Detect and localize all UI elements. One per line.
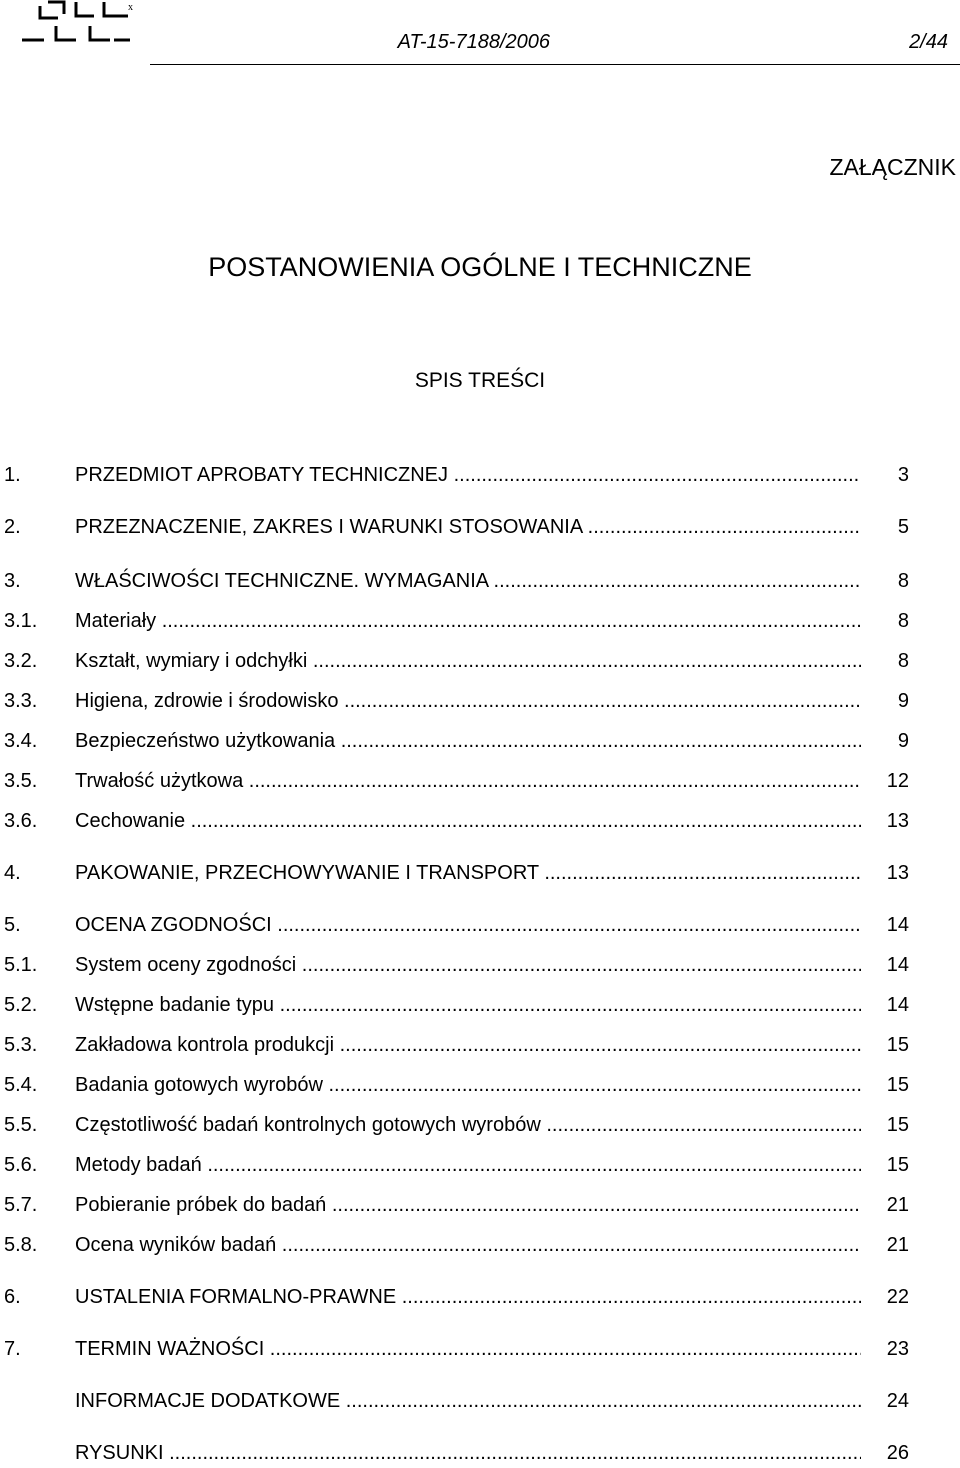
toc-entry-page: 8 — [897, 570, 909, 592]
toc-entry-number: 6. — [4, 1286, 21, 1308]
toc-entry-page: 13 — [886, 862, 909, 884]
toc-entry[interactable] — [4, 726, 909, 756]
toc-entry[interactable] — [4, 1282, 909, 1312]
toc-entry-label: Higiena, zdrowie i środowisko ..... — [75, 686, 861, 716]
toc-entry-number: 5.4. — [4, 1074, 38, 1096]
toc-entry-number: 5.1. — [4, 954, 38, 976]
toc-entry-number: 5.5. — [4, 1114, 38, 1136]
toc-entry-page: 3 — [897, 464, 909, 486]
svg-text:x: x — [128, 2, 133, 13]
main-title: POSTANOWIENIA OGÓLNE I TECHNICZNE — [208, 252, 752, 282]
toc-entry-number: 5.3. — [4, 1034, 38, 1056]
toc-entry[interactable] — [4, 1334, 909, 1364]
toc-entry[interactable] — [4, 1110, 909, 1140]
toc-entry-page: 15 — [886, 1034, 909, 1056]
toc-entry-page: 15 — [886, 1074, 909, 1096]
toc-entry-page: 14 — [886, 994, 909, 1016]
toc-entry-number: 3.2. — [4, 650, 38, 672]
toc-entry[interactable] — [4, 858, 909, 888]
toc-entry-number: 5.7. — [4, 1194, 38, 1216]
toc-entry[interactable] — [4, 512, 909, 542]
toc-entry-page: 13 — [886, 810, 909, 832]
toc-entry-label: Badania gotowych wyrobów ..... — [75, 1070, 861, 1100]
toc-entry-label: Kształt, wymiary i odchyłki ..... — [75, 646, 861, 676]
toc-entry-label: Ocena wyników badań ..... — [75, 1230, 861, 1260]
toc-entry-label: PAKOWANIE, PRZECHOWYWANIE I TRANSPORT ..... — [75, 858, 861, 888]
toc-entry-page: 12 — [886, 770, 909, 792]
toc-entry-label: Bezpieczeństwo użytkowania ..... — [75, 726, 861, 756]
toc-entry-page: 9 — [897, 730, 909, 752]
toc-entry-label: Cechowanie ..... — [75, 806, 861, 836]
toc-entry-page: 14 — [886, 914, 909, 936]
toc-entry[interactable] — [4, 1230, 909, 1260]
toc-entry[interactable] — [4, 1190, 909, 1220]
toc-entry-page: 5 — [897, 516, 909, 538]
toc-entry-number: 3.1. — [4, 610, 38, 632]
toc-entry-label: PRZEZNACZENIE, ZAKRES I WARUNKI STOSOWANIA ..... — [75, 512, 861, 542]
toc-entry-label: Pobieranie próbek do badań ..... — [75, 1190, 861, 1220]
toc-entry-number: 4. — [4, 862, 21, 884]
toc-entry-label: Zakładowa kontrola produkcji ..... — [75, 1030, 861, 1060]
toc-entry-page: 22 — [886, 1286, 909, 1308]
toc-entry-label: INFORMACJE DODATKOWE ..... — [75, 1386, 861, 1416]
toc-entry-number: 5.6. — [4, 1154, 38, 1176]
toc-entry-page: 23 — [886, 1338, 909, 1360]
toc-entry-label: PRZEDMIOT APROBATY TECHNICZNEJ ..... — [75, 460, 861, 490]
toc-entry-label: RYSUNKI ..... — [75, 1438, 861, 1468]
toc-entry-number: 3.6. — [4, 810, 38, 832]
toc-entry-number: 3.5. — [4, 770, 38, 792]
toc-entry-number: 3. — [4, 570, 21, 592]
toc-entry-page: 21 — [886, 1234, 909, 1256]
document-number: AT-15-7188/2006 — [397, 31, 550, 53]
toc-entry[interactable] — [4, 990, 909, 1020]
toc-entry-label: Trwałość użytkowa ..... — [75, 766, 861, 796]
toc-entry-number: 3.3. — [4, 690, 38, 712]
toc-entry[interactable] — [4, 910, 909, 940]
toc-entry[interactable] — [4, 686, 909, 716]
toc-entry[interactable] — [4, 1386, 909, 1416]
toc-entry[interactable] — [4, 1070, 909, 1100]
toc-entry-label: System oceny zgodności ..... — [75, 950, 861, 980]
toc-entry-label: OCENA ZGODNOŚCI ..... — [75, 910, 861, 940]
toc-entry-label: TERMIN WAŻNOŚCI ..... — [75, 1334, 861, 1364]
toc-entry-label: Wstępne badanie typu ..... — [75, 990, 861, 1020]
toc-entry[interactable] — [4, 1030, 909, 1060]
toc-entry-number: 7. — [4, 1338, 21, 1360]
toc-entry-number: 5. — [4, 914, 21, 936]
toc-entry-page: 8 — [897, 650, 909, 672]
toc-entry[interactable] — [4, 766, 909, 796]
toc-entry[interactable] — [4, 950, 909, 980]
toc-entry-page: 26 — [886, 1442, 909, 1464]
toc-title: SPIS TREŚCI — [414, 369, 546, 392]
toc-entry-label: Metody badań ..... — [75, 1150, 861, 1180]
toc-entry-number: 3.4. — [4, 730, 38, 752]
toc-entry-number: 5.2. — [4, 994, 38, 1016]
toc-entry-label: USTALENIA FORMALNO-PRAWNE ..... — [75, 1282, 861, 1312]
institute-logo-icon — [18, 0, 138, 46]
toc-entry-page: 15 — [886, 1154, 909, 1176]
toc-entry-label: Częstotliwość badań kontrolnych gotowych wyrobów ..... — [75, 1110, 861, 1140]
toc-entry[interactable] — [4, 1150, 909, 1180]
toc-entry-label: Materiały ..... — [75, 606, 861, 636]
header-divider — [150, 64, 960, 65]
toc-entry[interactable] — [4, 646, 909, 676]
toc-entry-number: 5.8. — [4, 1234, 38, 1256]
toc-entry[interactable] — [4, 806, 909, 836]
toc-entry[interactable] — [4, 566, 909, 596]
page-number: 2/44 — [909, 31, 948, 53]
toc-entry-page: 14 — [886, 954, 909, 976]
toc-entry-number: 1. — [4, 464, 21, 486]
toc-entry-page: 9 — [897, 690, 909, 712]
toc-entry-page: 8 — [897, 610, 909, 632]
toc-entry-page: 24 — [886, 1390, 909, 1412]
toc-entry[interactable] — [4, 606, 909, 636]
toc-entry[interactable] — [4, 460, 909, 490]
toc-entry-page: 15 — [886, 1114, 909, 1136]
toc-entry-label: WŁAŚCIWOŚCI TECHNICZNE. WYMAGANIA ..... — [75, 566, 861, 596]
toc-entry-page: 21 — [886, 1194, 909, 1216]
annex-label: ZAŁĄCZNIK — [829, 154, 956, 180]
toc-entry-number: 2. — [4, 516, 21, 538]
